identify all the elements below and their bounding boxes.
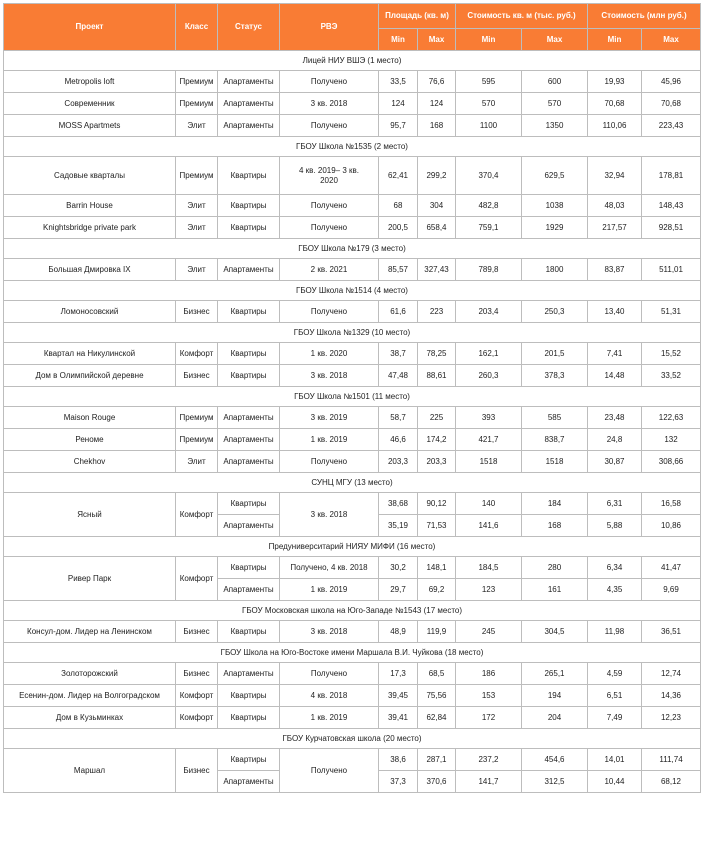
table-row (4, 493, 701, 515)
project-name: Есенин-дом. Лидер на Волгоградском (4, 685, 176, 707)
price-total-min-cell: 24,8 (588, 429, 642, 451)
price-sqm-max-cell: 161 (522, 579, 588, 601)
rve-cell: 3 кв. 2019 (280, 407, 379, 429)
school-section-row (4, 601, 701, 621)
rve-cell: 1 кв. 2020 (280, 343, 379, 365)
area-max-cell: 88,61 (418, 365, 456, 387)
price-sqm-max-cell: 194 (522, 685, 588, 707)
price-sqm-min-cell: 162,1 (456, 343, 522, 365)
header-price-sqm-max: Max (522, 29, 588, 51)
price-sqm-max-cell: 265,1 (522, 663, 588, 685)
price-sqm-max-cell: 168 (522, 515, 588, 537)
area-min-cell: 61,6 (379, 301, 418, 323)
rve-cell: Получено (280, 301, 379, 323)
price-sqm-min-cell: 482,8 (456, 195, 522, 217)
price-total-min-cell: 10,44 (588, 771, 642, 793)
project-name: Ломоносовский (4, 301, 176, 323)
class-cell: Элит (176, 451, 218, 473)
table-row (4, 195, 701, 217)
area-max-cell: 119,9 (418, 621, 456, 643)
table-row (4, 157, 701, 195)
price-sqm-min-cell: 203,4 (456, 301, 522, 323)
status-cell: Квартиры (218, 749, 280, 771)
area-max-cell: 299,2 (418, 157, 456, 195)
price-sqm-max-cell: 585 (522, 407, 588, 429)
project-name: Реноме (4, 429, 176, 451)
price-sqm-min-cell: 186 (456, 663, 522, 685)
status-cell: Апартаменты (218, 515, 280, 537)
rve-cell: Получено (280, 749, 379, 793)
price-total-max-cell: 511,01 (642, 259, 701, 281)
price-total-max-cell: 223,43 (642, 115, 701, 137)
rve-cell: 3 кв. 2018 (280, 93, 379, 115)
price-sqm-max-cell: 1929 (522, 217, 588, 239)
price-sqm-min-cell: 153 (456, 685, 522, 707)
price-sqm-max-cell: 629,5 (522, 157, 588, 195)
header-class: Класс (176, 4, 218, 51)
price-sqm-max-cell: 250,3 (522, 301, 588, 323)
table-row (4, 663, 701, 685)
price-total-max-cell: 51,31 (642, 301, 701, 323)
price-sqm-max-cell: 1518 (522, 451, 588, 473)
rve-cell: Получено, 4 кв. 2018 (280, 557, 379, 579)
class-cell: Элит (176, 115, 218, 137)
area-min-cell: 62,41 (379, 157, 418, 195)
table-row (4, 557, 701, 579)
project-name: Maison Rouge (4, 407, 176, 429)
price-total-max-cell: 132 (642, 429, 701, 451)
price-total-min-cell: 6,34 (588, 557, 642, 579)
class-cell: Премиум (176, 429, 218, 451)
rve-cell: 1 кв. 2019 (280, 429, 379, 451)
project-name: Большая Дмировка IX (4, 259, 176, 281)
price-total-min-cell: 14,48 (588, 365, 642, 387)
area-max-cell: 75,56 (418, 685, 456, 707)
area-max-cell: 304 (418, 195, 456, 217)
status-cell: Квартиры (218, 301, 280, 323)
price-sqm-min-cell: 141,6 (456, 515, 522, 537)
school-name: ГБОУ Школа №1501 (11 место) (4, 387, 701, 407)
price-total-max-cell: 36,51 (642, 621, 701, 643)
area-max-cell: 90,12 (418, 493, 456, 515)
header-area-min: Min (379, 29, 418, 51)
schools-apartments-table (3, 3, 701, 793)
price-sqm-max-cell: 1800 (522, 259, 588, 281)
header-price-total-min: Min (588, 29, 642, 51)
class-cell: Комфорт (176, 685, 218, 707)
area-min-cell: 124 (379, 93, 418, 115)
price-sqm-max-cell: 1038 (522, 195, 588, 217)
project-name: Современник (4, 93, 176, 115)
header-status: Статус (218, 4, 280, 51)
area-min-cell: 95,7 (379, 115, 418, 137)
class-cell: Премиум (176, 157, 218, 195)
price-sqm-min-cell: 184,5 (456, 557, 522, 579)
price-table-container (3, 3, 701, 793)
class-cell: Комфорт (176, 343, 218, 365)
status-cell: Квартиры (218, 493, 280, 515)
area-min-cell: 39,41 (379, 707, 418, 729)
price-sqm-max-cell: 838,7 (522, 429, 588, 451)
price-total-min-cell: 70,68 (588, 93, 642, 115)
area-min-cell: 38,68 (379, 493, 418, 515)
price-total-max-cell: 308,66 (642, 451, 701, 473)
area-max-cell: 68,5 (418, 663, 456, 685)
rve-cell: 4 кв. 2019– 3 кв. 2020 (280, 157, 379, 195)
area-min-cell: 68 (379, 195, 418, 217)
area-min-cell: 203,3 (379, 451, 418, 473)
school-name: ГБОУ Школа на Юго-Востоке имени Маршала В.И. Чуйкова (18 место) (4, 643, 701, 663)
school-name: СУНЦ МГУ (13 место) (4, 473, 701, 493)
table-row (4, 749, 701, 771)
rve-cell: Получено (280, 663, 379, 685)
area-max-cell: 223 (418, 301, 456, 323)
price-total-min-cell: 30,87 (588, 451, 642, 473)
area-max-cell: 203,3 (418, 451, 456, 473)
class-cell: Бизнес (176, 749, 218, 793)
price-sqm-min-cell: 260,3 (456, 365, 522, 387)
status-cell: Квартиры (218, 195, 280, 217)
area-max-cell: 69,2 (418, 579, 456, 601)
price-total-min-cell: 14,01 (588, 749, 642, 771)
price-total-max-cell: 122,63 (642, 407, 701, 429)
school-section-row (4, 137, 701, 157)
project-name: MOSS Apartmets (4, 115, 176, 137)
school-name: ГБОУ Московская школа на Юго-Западе №1543 (17 место) (4, 601, 701, 621)
table-row (4, 707, 701, 729)
status-cell: Квартиры (218, 557, 280, 579)
rve-cell: 3 кв. 2018 (280, 365, 379, 387)
area-max-cell: 78,25 (418, 343, 456, 365)
school-name: ГБОУ Школа №179 (3 место) (4, 239, 701, 259)
price-sqm-min-cell: 759,1 (456, 217, 522, 239)
price-sqm-min-cell: 595 (456, 71, 522, 93)
class-cell: Премиум (176, 71, 218, 93)
area-max-cell: 62,84 (418, 707, 456, 729)
price-total-min-cell: 7,41 (588, 343, 642, 365)
rve-cell: Получено (280, 217, 379, 239)
price-sqm-min-cell: 421,7 (456, 429, 522, 451)
school-name: ГБОУ Школа №1329 (10 место) (4, 323, 701, 343)
table-row (4, 365, 701, 387)
header-area: Площадь (кв. м) (379, 4, 456, 29)
project-name: Консул-дом. Лидер на Ленинском (4, 621, 176, 643)
area-max-cell: 225 (418, 407, 456, 429)
price-total-min-cell: 19,93 (588, 71, 642, 93)
price-sqm-min-cell: 789,8 (456, 259, 522, 281)
class-cell: Бизнес (176, 663, 218, 685)
area-min-cell: 85,57 (379, 259, 418, 281)
header-area-max: Max (418, 29, 456, 51)
area-min-cell: 200,5 (379, 217, 418, 239)
rve-cell: 1 кв. 2019 (280, 707, 379, 729)
price-sqm-max-cell: 312,5 (522, 771, 588, 793)
area-max-cell: 71,53 (418, 515, 456, 537)
status-cell: Апартаменты (218, 771, 280, 793)
area-min-cell: 29,7 (379, 579, 418, 601)
school-section-row (4, 239, 701, 259)
status-cell: Апартаменты (218, 429, 280, 451)
project-name: Садовые кварталы (4, 157, 176, 195)
status-cell: Апартаменты (218, 259, 280, 281)
class-cell: Бизнес (176, 301, 218, 323)
table-header-row (4, 4, 701, 29)
class-cell: Комфорт (176, 707, 218, 729)
price-sqm-min-cell: 570 (456, 93, 522, 115)
area-max-cell: 148,1 (418, 557, 456, 579)
price-total-min-cell: 13,40 (588, 301, 642, 323)
price-total-min-cell: 11,98 (588, 621, 642, 643)
price-total-min-cell: 6,51 (588, 685, 642, 707)
area-min-cell: 46,6 (379, 429, 418, 451)
rve-cell: 2 кв. 2021 (280, 259, 379, 281)
price-sqm-min-cell: 1100 (456, 115, 522, 137)
class-cell: Бизнес (176, 365, 218, 387)
class-cell: Комфорт (176, 493, 218, 537)
status-cell: Апартаменты (218, 115, 280, 137)
project-name: Квартал на Никулинской (4, 343, 176, 365)
price-total-max-cell: 33,52 (642, 365, 701, 387)
area-min-cell: 30,2 (379, 557, 418, 579)
rve-cell: 1 кв. 2019 (280, 579, 379, 601)
price-sqm-min-cell: 1518 (456, 451, 522, 473)
price-sqm-max-cell: 184 (522, 493, 588, 515)
header-price-sqm: Стоимость кв. м (тыс. руб.) (456, 4, 588, 29)
price-total-min-cell: 5,88 (588, 515, 642, 537)
price-total-min-cell: 48,03 (588, 195, 642, 217)
area-max-cell: 287,1 (418, 749, 456, 771)
price-total-max-cell: 70,68 (642, 93, 701, 115)
price-total-min-cell: 4,59 (588, 663, 642, 685)
status-cell: Апартаменты (218, 93, 280, 115)
area-max-cell: 124 (418, 93, 456, 115)
area-max-cell: 76,6 (418, 71, 456, 93)
area-min-cell: 33,5 (379, 71, 418, 93)
area-min-cell: 37,3 (379, 771, 418, 793)
area-min-cell: 58,7 (379, 407, 418, 429)
class-cell: Элит (176, 259, 218, 281)
area-min-cell: 35,19 (379, 515, 418, 537)
project-name: Золоторожский (4, 663, 176, 685)
area-max-cell: 327,43 (418, 259, 456, 281)
class-cell: Премиум (176, 407, 218, 429)
table-row (4, 451, 701, 473)
price-total-min-cell: 4,35 (588, 579, 642, 601)
status-cell: Апартаменты (218, 407, 280, 429)
price-total-max-cell: 9,69 (642, 579, 701, 601)
price-sqm-max-cell: 1350 (522, 115, 588, 137)
table-row (4, 343, 701, 365)
area-min-cell: 48,9 (379, 621, 418, 643)
school-name: ГБОУ Школа №1535 (2 место) (4, 137, 701, 157)
price-total-max-cell: 68,12 (642, 771, 701, 793)
price-total-max-cell: 148,43 (642, 195, 701, 217)
price-total-max-cell: 14,36 (642, 685, 701, 707)
price-total-min-cell: 7,49 (588, 707, 642, 729)
rve-cell: 3 кв. 2018 (280, 493, 379, 537)
class-cell: Элит (176, 195, 218, 217)
project-name: Chekhov (4, 451, 176, 473)
school-section-row (4, 51, 701, 71)
price-sqm-min-cell: 237,2 (456, 749, 522, 771)
school-name: ГБОУ Курчатовская школа (20 место) (4, 729, 701, 749)
price-total-max-cell: 16,58 (642, 493, 701, 515)
project-name: Маршал (4, 749, 176, 793)
rve-cell: Получено (280, 115, 379, 137)
status-cell: Квартиры (218, 217, 280, 239)
header-price-total-max: Max (642, 29, 701, 51)
class-cell: Премиум (176, 93, 218, 115)
price-total-max-cell: 111,74 (642, 749, 701, 771)
project-name: Barrin House (4, 195, 176, 217)
table-row (4, 71, 701, 93)
status-cell: Квартиры (218, 621, 280, 643)
price-total-min-cell: 217,57 (588, 217, 642, 239)
price-total-max-cell: 12,74 (642, 663, 701, 685)
status-cell: Квартиры (218, 365, 280, 387)
table-row (4, 115, 701, 137)
header-project: Проект (4, 4, 176, 51)
school-section-row (4, 473, 701, 493)
price-sqm-max-cell: 570 (522, 93, 588, 115)
table-row (4, 621, 701, 643)
table-row (4, 685, 701, 707)
area-min-cell: 47,48 (379, 365, 418, 387)
status-cell: Квартиры (218, 157, 280, 195)
price-sqm-min-cell: 370,4 (456, 157, 522, 195)
project-name: Knightsbridge private park (4, 217, 176, 239)
header-price-sqm-min: Min (456, 29, 522, 51)
school-name: Предуниверситарий НИЯУ МИФИ (16 место) (4, 537, 701, 557)
school-section-row (4, 387, 701, 407)
status-cell: Апартаменты (218, 71, 280, 93)
area-max-cell: 370,6 (418, 771, 456, 793)
price-sqm-min-cell: 141,7 (456, 771, 522, 793)
table-row (4, 301, 701, 323)
price-total-min-cell: 32,94 (588, 157, 642, 195)
price-total-min-cell: 6,31 (588, 493, 642, 515)
rve-cell: 3 кв. 2018 (280, 621, 379, 643)
project-name: Metropolis loft (4, 71, 176, 93)
status-cell: Апартаменты (218, 663, 280, 685)
price-total-max-cell: 15,52 (642, 343, 701, 365)
price-total-max-cell: 178,81 (642, 157, 701, 195)
project-name: Дом в Олимпийской деревне (4, 365, 176, 387)
school-name: Лицей НИУ ВШЭ (1 место) (4, 51, 701, 71)
area-min-cell: 38,7 (379, 343, 418, 365)
price-sqm-max-cell: 378,3 (522, 365, 588, 387)
school-name: ГБОУ Школа №1514 (4 место) (4, 281, 701, 301)
area-max-cell: 658,4 (418, 217, 456, 239)
project-name: Дом в Кузьминках (4, 707, 176, 729)
price-total-min-cell: 23,48 (588, 407, 642, 429)
area-min-cell: 17,3 (379, 663, 418, 685)
price-sqm-max-cell: 454,6 (522, 749, 588, 771)
area-max-cell: 168 (418, 115, 456, 137)
table-row (4, 217, 701, 239)
status-cell: Квартиры (218, 685, 280, 707)
table-row (4, 429, 701, 451)
school-section-row (4, 323, 701, 343)
school-section-row (4, 729, 701, 749)
school-section-row (4, 537, 701, 557)
header-rve: РВЭ (280, 4, 379, 51)
price-total-min-cell: 110,06 (588, 115, 642, 137)
price-total-max-cell: 45,96 (642, 71, 701, 93)
table-row (4, 259, 701, 281)
rve-cell: Получено (280, 195, 379, 217)
class-cell: Комфорт (176, 557, 218, 601)
status-cell: Квартиры (218, 707, 280, 729)
area-min-cell: 39,45 (379, 685, 418, 707)
price-sqm-min-cell: 123 (456, 579, 522, 601)
status-cell: Апартаменты (218, 451, 280, 473)
status-cell: Апартаменты (218, 579, 280, 601)
table-row (4, 93, 701, 115)
table-row (4, 407, 701, 429)
area-max-cell: 174,2 (418, 429, 456, 451)
header-price-total: Стоимость (млн руб.) (588, 4, 701, 29)
rve-cell: 4 кв. 2018 (280, 685, 379, 707)
price-total-max-cell: 12,23 (642, 707, 701, 729)
table-body (4, 51, 701, 793)
price-sqm-min-cell: 245 (456, 621, 522, 643)
price-total-max-cell: 41,47 (642, 557, 701, 579)
school-section-row (4, 281, 701, 301)
price-sqm-max-cell: 304,5 (522, 621, 588, 643)
class-cell: Бизнес (176, 621, 218, 643)
price-sqm-min-cell: 172 (456, 707, 522, 729)
price-total-min-cell: 83,87 (588, 259, 642, 281)
price-total-max-cell: 928,51 (642, 217, 701, 239)
price-sqm-min-cell: 140 (456, 493, 522, 515)
price-sqm-max-cell: 280 (522, 557, 588, 579)
price-sqm-max-cell: 204 (522, 707, 588, 729)
school-section-row (4, 643, 701, 663)
class-cell: Элит (176, 217, 218, 239)
area-min-cell: 38,6 (379, 749, 418, 771)
price-total-max-cell: 10,86 (642, 515, 701, 537)
price-sqm-max-cell: 600 (522, 71, 588, 93)
rve-cell: Получено (280, 71, 379, 93)
rve-cell: Получено (280, 451, 379, 473)
price-sqm-max-cell: 201,5 (522, 343, 588, 365)
project-name: Ривер Парк (4, 557, 176, 601)
status-cell: Квартиры (218, 343, 280, 365)
price-sqm-min-cell: 393 (456, 407, 522, 429)
project-name: Ясный (4, 493, 176, 537)
